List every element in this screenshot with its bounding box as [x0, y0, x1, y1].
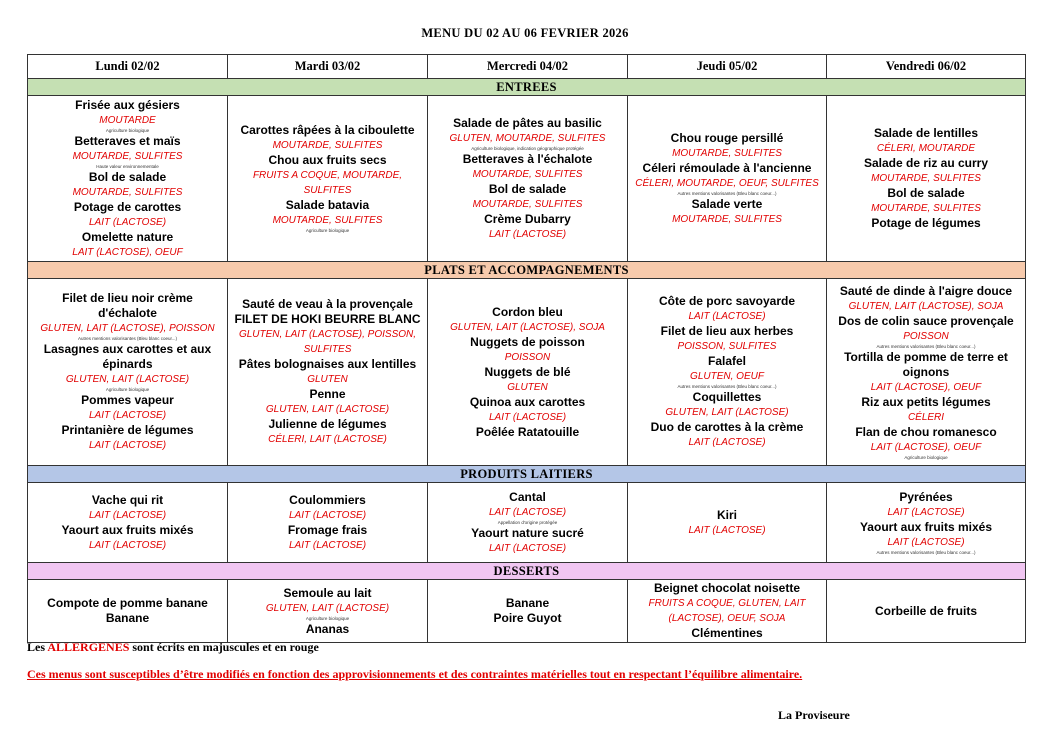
dish-name: Poêlée Ratatouille: [475, 424, 580, 439]
dish-name: Semoule au lait: [283, 585, 372, 600]
day-header-friday: Vendredi 06/02: [827, 55, 1026, 79]
allergen-list: GLUTEN: [307, 374, 348, 385]
dish-name: Bol de salade: [88, 169, 167, 184]
dish-name: Penne: [309, 387, 346, 401]
allergen-list: MOUTARDE, SULFITES: [272, 215, 383, 226]
dish-name: Betteraves et maïs: [74, 133, 181, 148]
dish-name: Frisée aux gésiers: [75, 97, 180, 112]
dish-name: Tortilla de pomme de terre et oignons: [844, 349, 1008, 379]
menu-title: MENU DU 02 AU 06 FEVRIER 2026: [421, 26, 629, 40]
allergen-list: POISSON: [504, 351, 551, 363]
allergen-note-suffix: sont écrits en majuscules et en rouge: [129, 640, 319, 654]
dish-name: Omelette nature: [81, 229, 174, 244]
label-note: Agriculture biologique: [105, 127, 150, 133]
dish-name: Coulommiers: [289, 492, 366, 507]
allergen-list: LAIT (LACTOSE): [688, 311, 766, 322]
label-note: Haute valeur environnementale: [96, 163, 159, 169]
dish-name: Banane: [505, 596, 550, 610]
dish-name: Betteraves à l'échalote: [462, 151, 593, 166]
allergen-list: GLUTEN, LAIT (LACTOSE), POISSON, SULFITES: [238, 329, 417, 355]
dish-name: Yaourt aux fruits mixés: [859, 519, 993, 534]
dish-name: Yaourt aux fruits mixés: [61, 522, 194, 537]
dish-name: Banane: [105, 611, 150, 625]
desserts-cell-friday: [827, 580, 1026, 643]
dish-name: Julienne de légumes: [268, 417, 387, 431]
desserts-row: [28, 580, 1026, 643]
dish-name: Carottes râpées à la ciboulette: [240, 123, 415, 137]
dish-name: Lasagnes aux carottes et aux épinards: [43, 342, 212, 371]
desserts-cell-tuesday: [228, 580, 428, 643]
plats-cell-tuesday: [228, 279, 428, 466]
dish-name: FILET DE HOKI BEURRE BLANC: [234, 312, 421, 326]
allergen-list: POISSON, SULFITES: [677, 341, 777, 352]
day-header-tuesday: Mardi 03/02: [228, 55, 428, 79]
allergen-list: MOUTARDE, SULFITES: [672, 147, 782, 159]
allergen-list: LAIT (LACTOSE): [288, 539, 367, 551]
allergen-list: CÉLERI, MOUTARDE, OEUF, SULFITES: [635, 177, 819, 189]
allergen-list: LAIT (LACTOSE): [88, 216, 167, 228]
laitiers-row: [28, 483, 1026, 563]
allergen-list: LAIT (LACTOSE): [488, 411, 567, 423]
allergen-list: MOUTARDE, SULFITES: [871, 203, 981, 214]
dish-name: Filet de lieu aux herbes: [660, 324, 794, 338]
day-header-thursday: Jeudi 05/02: [628, 55, 827, 79]
desserts-cell-wednesday: [428, 580, 628, 643]
dish-name: Vache qui rit: [91, 492, 164, 507]
allergen-note: [27, 640, 319, 655]
allergen-list: CÉLERI, LAIT (LACTOSE): [268, 434, 387, 445]
dish-name: Compote de pomme banane: [47, 596, 208, 610]
dish-name: Poire Guyot: [493, 611, 562, 625]
allergen-list: MOUTARDE, SULFITES: [871, 173, 981, 184]
dish-name: Bol de salade: [887, 186, 965, 200]
dish-name: Pyrénées: [899, 489, 953, 504]
entrees-cell-friday: [827, 96, 1026, 262]
allergen-list: LAIT (LACTOSE): [488, 506, 567, 518]
allergen-list: GLUTEN: [507, 381, 548, 393]
dish-name: Crème Dubarry: [484, 211, 571, 226]
allergen-list: LAIT (LACTOSE): [488, 228, 567, 240]
allergen-note-prefix: Les: [27, 640, 48, 654]
allergen-list: MOUTARDE, SULFITES: [272, 140, 383, 151]
allergen-note-highlight: ALLERGENES: [47, 640, 130, 654]
dish-name: Bol de salade: [488, 181, 567, 196]
allergen-list: LAIT (LACTOSE): [88, 440, 167, 451]
entrees-cell-wednesday: [428, 96, 628, 262]
dish-name: Filet de lieu noir crème d'échalote: [62, 291, 193, 320]
section-header-row: [28, 563, 1026, 580]
label-note: Appellation d'origine protégée: [497, 519, 558, 525]
dish-name: Sauté de dinde à l'aigre douce: [839, 283, 1013, 298]
dish-name: Potage de légumes: [871, 216, 981, 230]
desserts-cell-monday: [28, 580, 228, 643]
allergen-list: MOUTARDE, SULFITES: [472, 168, 583, 180]
section-header-row: [28, 79, 1026, 96]
allergen-list: LAIT (LACTOSE): [88, 509, 167, 521]
allergen-list: LAIT (LACTOSE): [88, 410, 167, 421]
dish-name: Sauté de veau à la provençale: [242, 297, 413, 311]
allergen-list: LAIT (LACTOSE): [887, 536, 965, 548]
section-title-laitiers: PRODUITS LAITIERS: [28, 466, 1026, 483]
dish-name: Falafel: [707, 354, 746, 368]
menu-table: [27, 54, 1026, 643]
section-header-row: [28, 466, 1026, 483]
allergen-list: GLUTEN, LAIT (LACTOSE), SOJA: [848, 300, 1004, 312]
dish-name: Ananas: [305, 621, 350, 636]
allergen-list: LAIT (LACTOSE): [88, 539, 167, 551]
laitiers-cell-tuesday: [228, 483, 428, 563]
laitiers-cell-monday: [28, 483, 228, 563]
allergen-list: LAIT (LACTOSE): [887, 506, 965, 518]
dish-name: Beignet chocolat noisette: [653, 581, 801, 595]
allergen-list: GLUTEN, LAIT (LACTOSE): [665, 407, 789, 418]
allergen-list: LAIT (LACTOSE): [688, 437, 766, 448]
day-header-monday: Lundi 02/02: [28, 55, 228, 79]
dish-name: Flan de chou romanesco: [855, 424, 997, 439]
allergen-list: LAIT (LACTOSE), OEUF: [870, 381, 982, 393]
days-header-row: [28, 55, 1026, 79]
dish-name: Salade de pâtes au basilic: [453, 115, 602, 130]
label-note: Autres mentions valorisantes (Bleu blanc coeur...): [77, 336, 178, 341]
dish-name: Salade verte: [691, 196, 763, 211]
allergen-list: GLUTEN, OEUF: [690, 371, 764, 382]
dish-name: Dos de colin sauce provençale: [838, 313, 1014, 328]
label-note: Agriculture biologique: [305, 615, 350, 621]
allergen-list: MOUTARDE, SULFITES: [472, 198, 583, 210]
label-note: Autres mentions valorisantes (Bleu blanc coeur...): [677, 384, 777, 389]
allergen-list: CÉLERI, MOUTARDE: [876, 143, 976, 154]
dish-name: Cantal: [509, 489, 546, 504]
allergen-list: LAIT (LACTOSE): [488, 542, 567, 554]
section-title-desserts: DESSERTS: [28, 563, 1026, 580]
dish-name: Chou rouge persillé: [670, 130, 784, 145]
dish-name: Pâtes bolognaises aux lentilles: [238, 357, 417, 371]
dish-name: Quinoa aux carottes: [469, 394, 586, 409]
allergen-list: MOUTARDE: [99, 114, 156, 126]
dish-name: Chou aux fruits secs: [268, 153, 387, 167]
dish-name: Cordon bleu: [492, 304, 563, 319]
allergen-list: LAIT (LACTOSE): [688, 524, 766, 536]
plats-cell-monday: [28, 279, 228, 466]
dish-name: Yaourt nature sucré: [471, 525, 584, 540]
allergen-list: GLUTEN, LAIT (LACTOSE), POISSON: [40, 323, 215, 334]
dish-name: Pommes vapeur: [81, 393, 174, 407]
plats-cell-thursday: [628, 279, 827, 466]
dish-name: Kiri: [716, 507, 737, 522]
desserts-cell-thursday: [628, 580, 827, 643]
plats-cell-wednesday: [428, 279, 628, 466]
signature: La Proviseure: [778, 708, 850, 722]
dish-name: Coquillettes: [692, 390, 762, 404]
dish-name: Fromage frais: [287, 522, 368, 537]
dish-name: Riz aux petits légumes: [861, 394, 991, 409]
allergen-list: MOUTARDE, SULFITES: [72, 150, 183, 162]
entrees-row: [28, 96, 1026, 262]
dish-name: Printanière de légumes: [61, 423, 194, 437]
allergen-list: GLUTEN, LAIT (LACTOSE): [265, 602, 390, 614]
laitiers-cell-friday: [827, 483, 1026, 563]
section-header-row: [28, 262, 1026, 279]
section-title-plats: PLATS ET ACCOMPAGNEMENTS: [28, 262, 1026, 279]
label-note: Agriculture biologique, indication géographique protégée: [471, 145, 584, 151]
plats-row: [28, 279, 1026, 466]
laitiers-cell-thursday: [628, 483, 827, 563]
label-note: Agriculture biologique: [904, 454, 948, 460]
dish-name: Céleri rémoulade à l'ancienne: [642, 160, 812, 175]
allergen-list: MOUTARDE, SULFITES: [72, 186, 183, 198]
allergen-list: POISSON: [903, 330, 949, 342]
dish-name: Nuggets de blé: [484, 364, 571, 379]
disclaimer-note: Ces menus sont susceptibles d’être modifiés en fonction des approvisionnements et des contraintes matérielles tout en respectant l’équilibre alimentaire.: [27, 667, 803, 681]
dish-name: Corbeille de fruits: [874, 603, 978, 618]
laitiers-cell-wednesday: [428, 483, 628, 563]
allergen-list: GLUTEN, LAIT (LACTOSE), SOJA: [450, 321, 605, 333]
entrees-cell-monday: [28, 96, 228, 262]
allergen-list: LAIT (LACTOSE), OEUF: [72, 246, 183, 258]
dish-name: Salade de riz au curry: [863, 156, 989, 170]
allergen-list: CÉLERI: [907, 411, 945, 423]
allergen-list: LAIT (LACTOSE), OEUF: [870, 441, 982, 453]
dish-name: Côte de porc savoyarde: [658, 294, 796, 308]
section-title-entrees: ENTREES: [28, 79, 1026, 96]
allergen-list: GLUTEN, LAIT (LACTOSE): [65, 374, 190, 385]
dish-name: Clémentines: [691, 626, 763, 640]
allergen-list: FRUITS A COQUE, GLUTEN, LAIT (LACTOSE), OEUF, SOJA: [648, 598, 806, 624]
plats-cell-friday: [827, 279, 1026, 466]
dish-name: Salade de lentilles: [873, 126, 979, 140]
dish-name: Potage de carottes: [73, 199, 182, 214]
label-note: Autres mentions valorisantes (Bleu blanc coeur...): [677, 190, 777, 196]
entrees-cell-thursday: [628, 96, 827, 262]
label-note: Autres mentions valorisantes (Bleu blanc coeur...): [876, 549, 976, 555]
allergen-list: GLUTEN, LAIT (LACTOSE): [265, 404, 390, 415]
allergen-list: LAIT (LACTOSE): [288, 509, 367, 521]
label-note: Autres mentions valorisantes (Bleu blanc coeur...): [876, 343, 976, 349]
allergen-list: GLUTEN, MOUTARDE, SULFITES: [449, 132, 606, 144]
allergen-list: MOUTARDE, SULFITES: [672, 213, 782, 225]
dish-name: Nuggets de poisson: [470, 334, 585, 349]
allergen-list: FRUITS A COQUE, MOUTARDE, SULFITES: [252, 170, 403, 196]
day-header-wednesday: Mercredi 04/02: [428, 55, 628, 79]
entrees-cell-tuesday: [228, 96, 428, 262]
label-note: Agriculture biologique: [305, 228, 350, 233]
dish-name: Duo de carottes à la crème: [650, 420, 804, 434]
dish-name: Salade batavia: [285, 198, 370, 212]
label-note: Agriculture biologique: [105, 387, 150, 392]
